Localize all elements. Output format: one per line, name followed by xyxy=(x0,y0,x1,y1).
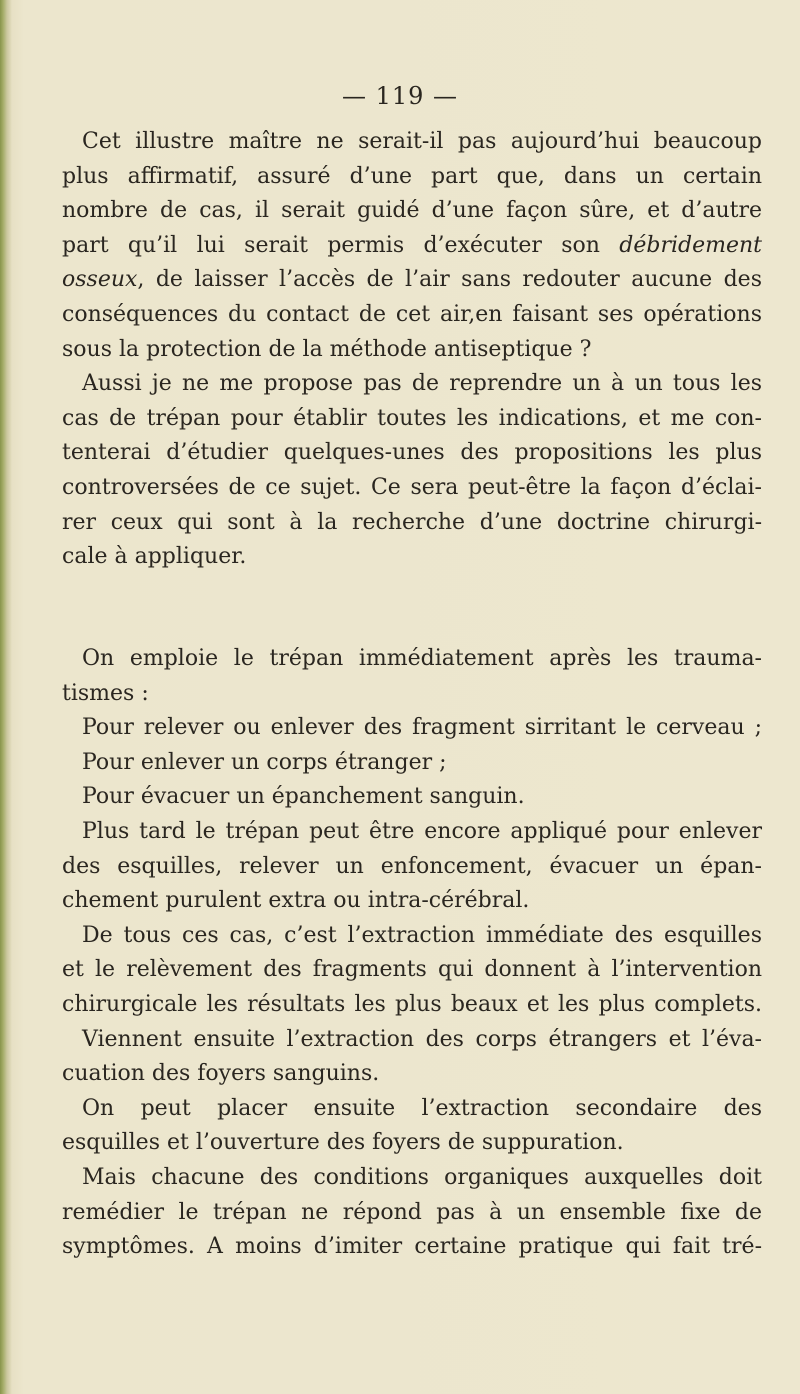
text-line: tismes : xyxy=(62,680,149,706)
text-block-top xyxy=(62,125,762,575)
text-line: sous la protection de la méthode antiseptique ? xyxy=(62,336,592,362)
text-line: On peut placer ensuite l’extraction secondaire des xyxy=(82,1095,762,1121)
text-segment: part qu’il lui serait permis d’exécuter son xyxy=(62,232,620,258)
text-line: Pour évacuer un épanchement sanguin. xyxy=(82,784,525,810)
text-line: cas de trépan pour établir toutes les indications, et me con- xyxy=(62,405,762,431)
text-line: Viennent ensuite l’extraction des corps étrangers et l’éva- xyxy=(82,1026,762,1052)
text-line: chirurgicale les résultats les plus beaux et les plus complets. xyxy=(62,991,762,1017)
text-line: Cet illustre maître ne serait-il pas aujourd’hui beaucoup xyxy=(82,129,762,154)
text-segment: , de laisser l’accès de l’air sans redouter aucune des xyxy=(137,267,762,293)
text-line: Mais chacune des conditions organiques auxquelles doit xyxy=(82,1164,762,1190)
italic-term: débridement xyxy=(619,232,762,258)
italic-term: osseux xyxy=(62,267,138,293)
text-line: conséquences du contact de cet air,en faisant ses opérations xyxy=(62,301,762,327)
text-line: Pour relever ou enlever des fragment sirritant le cerveau ; xyxy=(82,715,762,741)
text-line: controversées de ce sujet. Ce sera peut-être la façon d’éclai- xyxy=(62,474,762,500)
binding-edge xyxy=(0,0,12,1394)
text-line: De tous ces cas, c’est l’extraction immédiate des esquilles xyxy=(82,922,762,948)
text-line: Pour enlever un corps étranger ; xyxy=(82,749,447,775)
text-line-mixed xyxy=(62,229,762,264)
text-line: esquilles et l’ouverture des foyers de suppuration. xyxy=(62,1130,624,1156)
text-line: rer ceux qui sont à la recherche d’une doctrine chirurgi- xyxy=(62,509,762,535)
text-line: symptômes. A moins d’imiter certaine pratique qui fait tré- xyxy=(62,1234,762,1260)
page-number: — 119 — xyxy=(341,82,459,110)
text-line: On emploie le trépan immédiatement après les trauma- xyxy=(82,646,762,671)
text-line: des esquilles, relever un enfoncement, évacuer un épan- xyxy=(62,853,762,879)
text-line-mixed xyxy=(62,263,762,298)
text-line: cuation des foyers sanguins. xyxy=(62,1061,380,1087)
text-block-bottom xyxy=(62,642,762,1265)
text-line: et le relèvement des fragments qui donnent à l’intervention xyxy=(62,957,762,983)
text-line: tenterai d’étudier quelques-unes des propositions les plus xyxy=(62,440,762,466)
text-line: nombre de cas, il serait guidé d’une façon sûre, et d’autre xyxy=(62,198,762,224)
text-line: cale à appliquer. xyxy=(62,544,247,570)
text-line: Plus tard le trépan peut être encore appliqué pour enlever xyxy=(82,818,762,844)
text-line: chement purulent extra ou intra-cérébral. xyxy=(62,888,530,914)
text-line: plus affirmatif, assuré d’une part que, dans un certain xyxy=(62,163,762,189)
text-line: remédier le trépan ne répond pas à un ensemble fixe de xyxy=(62,1199,762,1225)
text-line: Aussi je ne me propose pas de reprendre un à un tous les xyxy=(82,371,762,397)
